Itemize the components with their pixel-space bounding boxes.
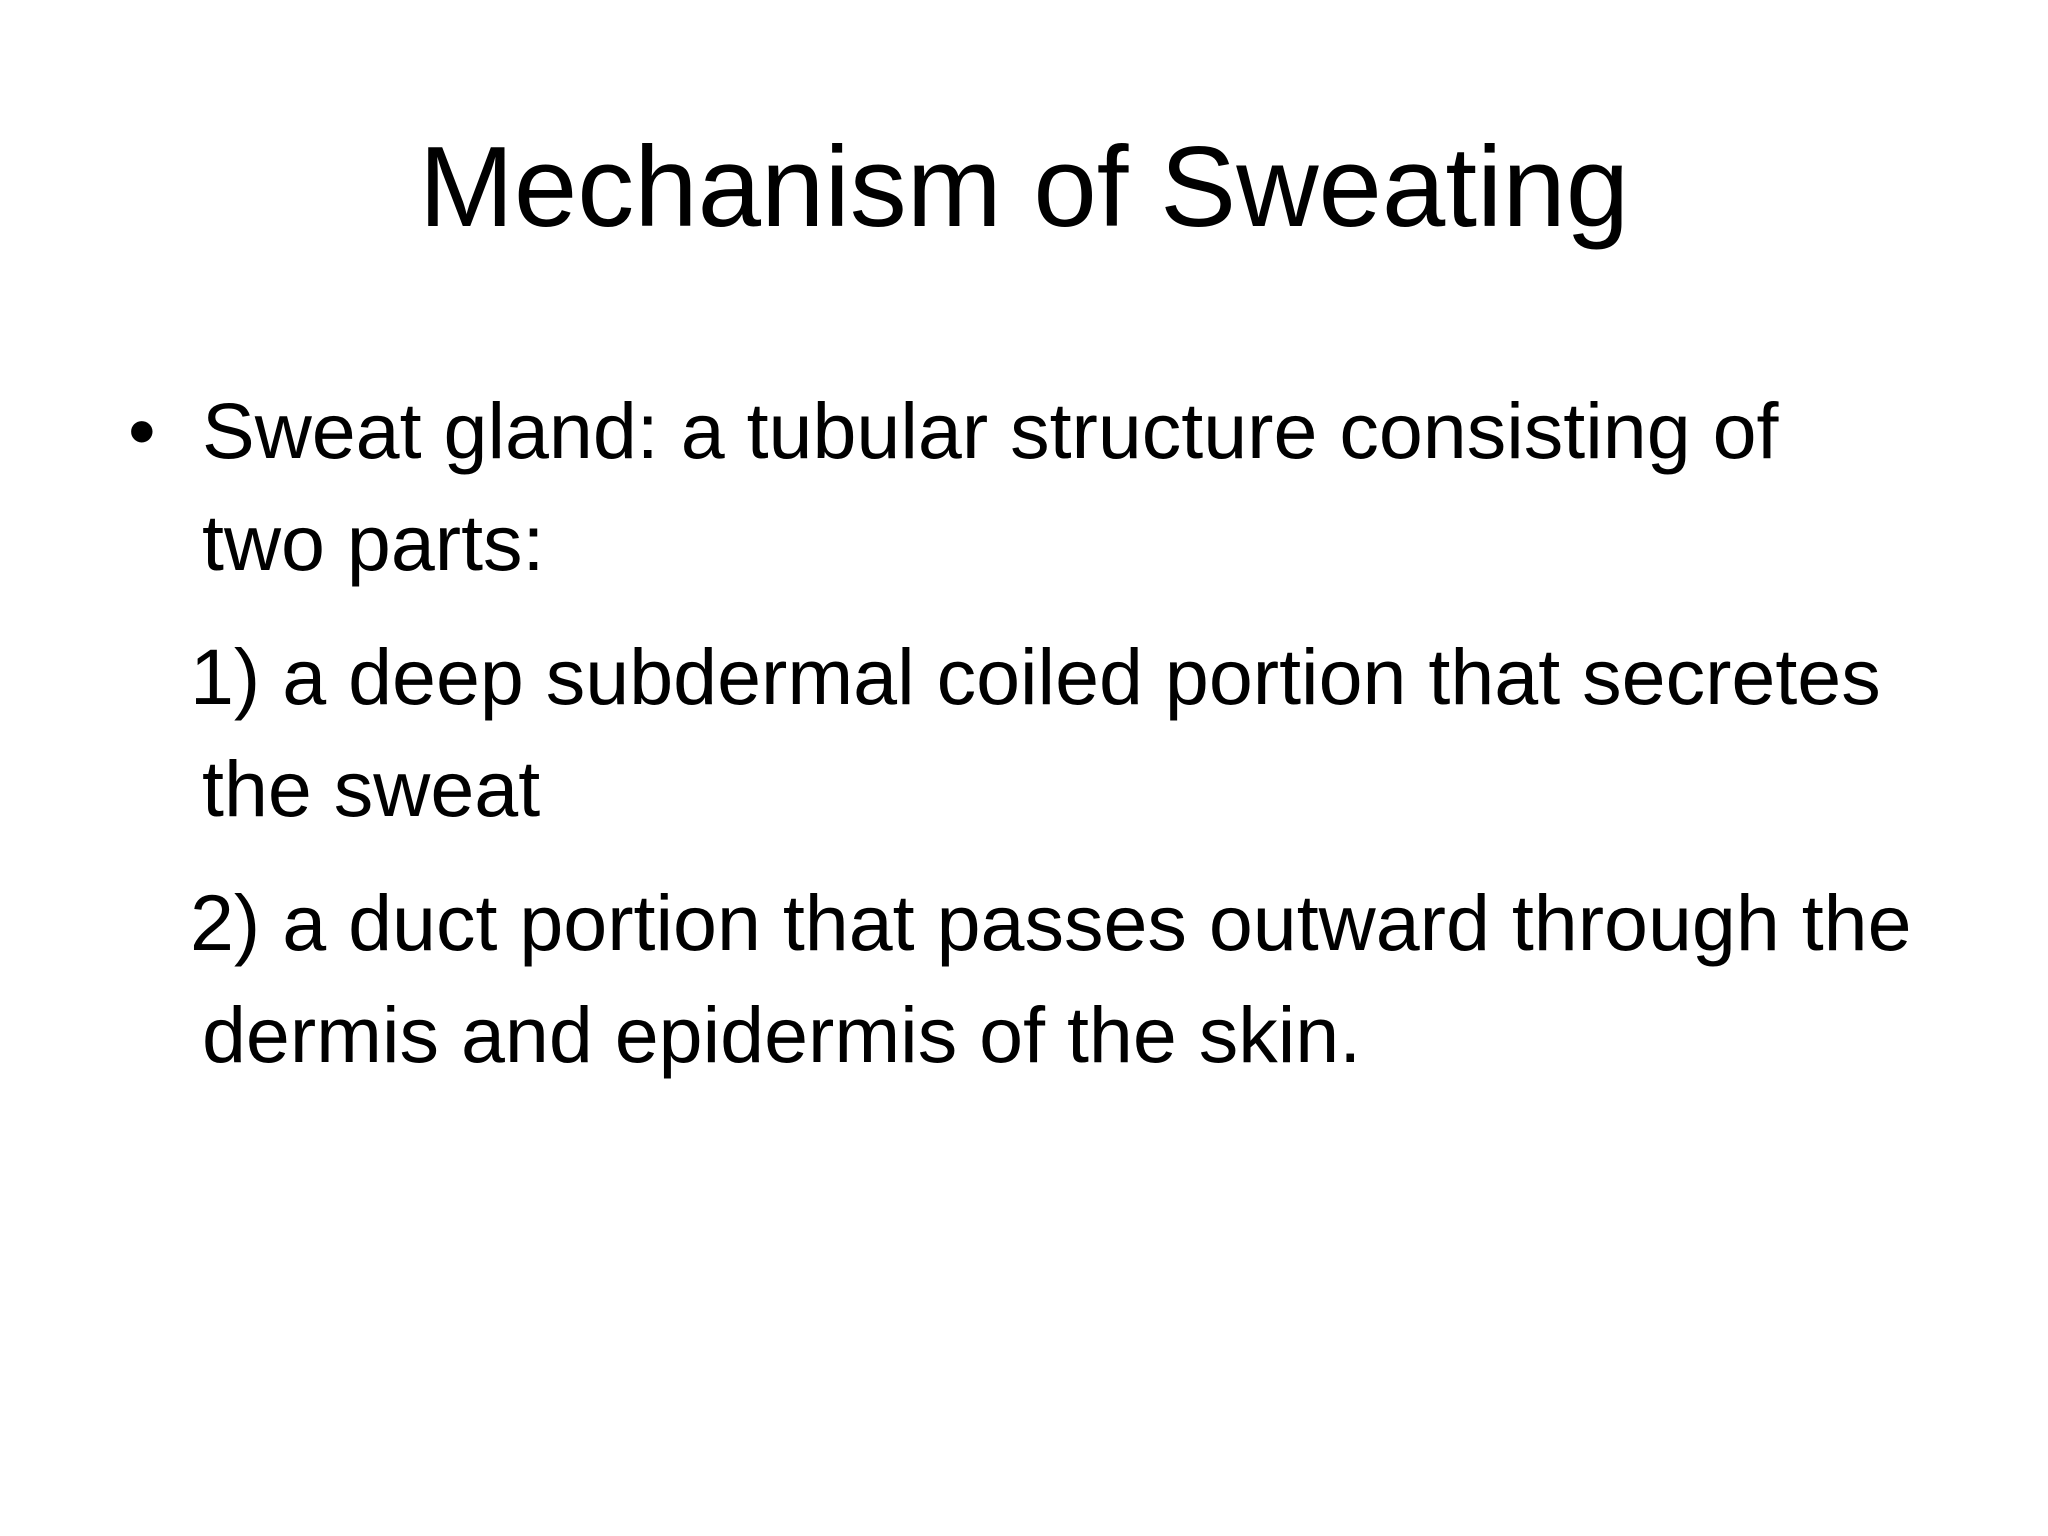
slide-title: Mechanism of Sweating — [418, 124, 1630, 251]
slide-body — [120, 375, 1920, 1113]
sub-item-1: 1) a deep subdermal coiled portion that secretes the sweat — [190, 632, 1881, 833]
sub-item-2: 2) a duct portion that passes outward through the dermis and epidermis of the skin. — [190, 878, 1912, 1079]
bullet-item — [120, 375, 1920, 599]
bullet-text: Sweat gland: a tubular structure consisting of two parts: — [202, 386, 1779, 587]
bullet-marker: • — [128, 386, 156, 475]
